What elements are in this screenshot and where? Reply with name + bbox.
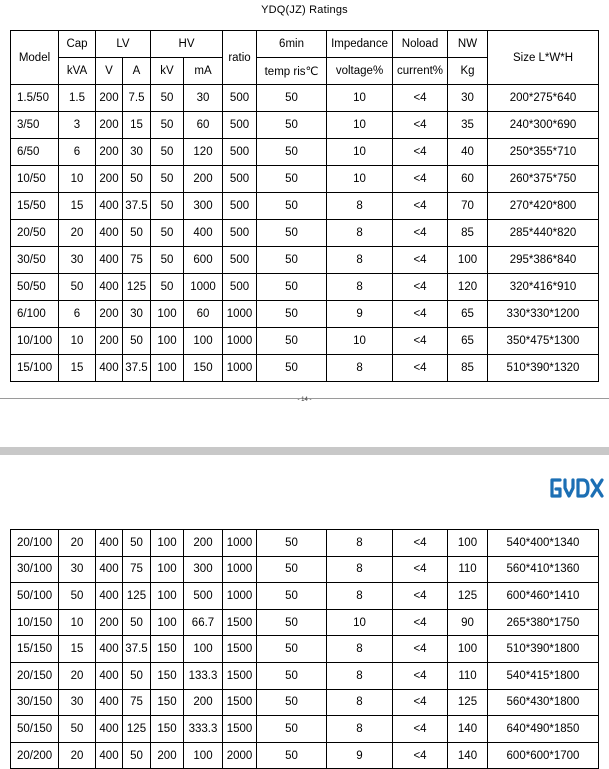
table-cell: 500 bbox=[223, 85, 257, 112]
table-cell: 10 bbox=[327, 328, 393, 355]
header-model: Model bbox=[11, 31, 59, 85]
table-cell: <4 bbox=[393, 139, 448, 166]
table-cell: 540*400*1340 bbox=[488, 530, 599, 557]
table-row bbox=[11, 85, 599, 112]
table-cell: 50 bbox=[257, 85, 327, 112]
table-cell: 560*430*1800 bbox=[488, 689, 599, 716]
table-cell: 75 bbox=[123, 247, 151, 274]
table-cell: 50 bbox=[123, 220, 151, 247]
table-cell: 50 bbox=[123, 530, 151, 557]
table-cell: 400 bbox=[96, 583, 123, 610]
table-cell: 1000 bbox=[184, 274, 223, 301]
table-top-body bbox=[11, 85, 599, 382]
table-cell: 540*415*1800 bbox=[488, 662, 599, 689]
table-cell: 30 bbox=[184, 85, 223, 112]
table-cell: 640*490*1850 bbox=[488, 716, 599, 743]
table-cell: 50 bbox=[257, 220, 327, 247]
table-cell: 6 bbox=[59, 139, 96, 166]
table-cell: 50 bbox=[257, 328, 327, 355]
table-cell: 125 bbox=[448, 689, 488, 716]
table-row bbox=[11, 530, 599, 557]
table-cell: 1000 bbox=[223, 328, 257, 355]
table-cell: 295*386*840 bbox=[488, 247, 599, 274]
table-cell: 50 bbox=[151, 193, 184, 220]
table-cell: 1500 bbox=[223, 636, 257, 663]
table-cell: 200 bbox=[184, 166, 223, 193]
table-cell: 1500 bbox=[223, 609, 257, 636]
table-row bbox=[11, 609, 599, 636]
table-cell: 560*410*1360 bbox=[488, 556, 599, 583]
table-cell: 400 bbox=[96, 662, 123, 689]
table-cell: 330*330*1200 bbox=[488, 301, 599, 328]
table-cell: 85 bbox=[448, 355, 488, 382]
table-cell: 200 bbox=[184, 689, 223, 716]
table-cell: 120 bbox=[448, 274, 488, 301]
table-cell: 150 bbox=[151, 662, 184, 689]
table-cell: 100 bbox=[151, 355, 184, 382]
table-cell: 250*355*710 bbox=[488, 139, 599, 166]
table-row bbox=[11, 636, 599, 663]
table-cell: 10 bbox=[59, 609, 96, 636]
table-cell: 50 bbox=[123, 609, 151, 636]
table-cell: 600*460*1410 bbox=[488, 583, 599, 610]
header-temp-line1: 6min bbox=[257, 31, 327, 58]
table-cell: 200 bbox=[184, 530, 223, 557]
header-impedance-line2: voltage% bbox=[327, 58, 393, 85]
table-cell: 50 bbox=[257, 355, 327, 382]
table-cell: 200 bbox=[151, 742, 184, 769]
table-cell: 50 bbox=[151, 166, 184, 193]
table-cell: 15 bbox=[59, 193, 96, 220]
page-number: - 14 - bbox=[297, 397, 312, 403]
table-cell: 600 bbox=[184, 247, 223, 274]
table-cell: 125 bbox=[123, 274, 151, 301]
table-cell: 50 bbox=[257, 274, 327, 301]
header-lv-a: A bbox=[123, 58, 151, 85]
table-cell: 20 bbox=[59, 742, 96, 769]
table-cell: 400 bbox=[184, 220, 223, 247]
table-row bbox=[11, 274, 599, 301]
table-cell: 50/50 bbox=[11, 274, 59, 301]
table-cell: 50 bbox=[59, 716, 96, 743]
table-cell: 400 bbox=[96, 247, 123, 274]
table-cell: 1.5/50 bbox=[11, 85, 59, 112]
table-cell: 50/100 bbox=[11, 583, 59, 610]
table-cell: 10 bbox=[327, 609, 393, 636]
table-cell: 90 bbox=[448, 609, 488, 636]
ratings-table-bottom bbox=[10, 529, 599, 769]
table-cell: 8 bbox=[327, 636, 393, 663]
table-cell: 50 bbox=[123, 742, 151, 769]
table-cell: 50 bbox=[151, 247, 184, 274]
table-cell: 60 bbox=[448, 166, 488, 193]
table-cell: 100 bbox=[151, 556, 184, 583]
table-cell: 65 bbox=[448, 328, 488, 355]
table-bottom-body bbox=[11, 530, 599, 769]
table-row bbox=[11, 193, 599, 220]
table-cell: 1500 bbox=[223, 662, 257, 689]
table-cell: 30/150 bbox=[11, 689, 59, 716]
table-cell: 500 bbox=[223, 193, 257, 220]
table-cell: 20 bbox=[59, 220, 96, 247]
table-cell: 50 bbox=[257, 166, 327, 193]
table-cell: 50 bbox=[123, 328, 151, 355]
table-cell: <4 bbox=[393, 689, 448, 716]
table-cell: 500 bbox=[223, 139, 257, 166]
table-cell: 20/150 bbox=[11, 662, 59, 689]
table-cell: 125 bbox=[123, 716, 151, 743]
table-cell: 15/100 bbox=[11, 355, 59, 382]
table-row bbox=[11, 328, 599, 355]
table-cell: 37.5 bbox=[123, 636, 151, 663]
table-cell: 110 bbox=[448, 662, 488, 689]
table-cell: 140 bbox=[448, 742, 488, 769]
table-cell: 200 bbox=[96, 112, 123, 139]
table-cell: 30 bbox=[59, 556, 96, 583]
header-hv-kv: kV bbox=[151, 58, 184, 85]
table-cell: 70 bbox=[448, 193, 488, 220]
header-noload-line1: Noload bbox=[393, 31, 448, 58]
table-cell: 10 bbox=[327, 166, 393, 193]
table-cell: 500 bbox=[184, 583, 223, 610]
table-cell: 8 bbox=[327, 716, 393, 743]
table-cell: 333.3 bbox=[184, 716, 223, 743]
table-cell: 60 bbox=[184, 301, 223, 328]
table-cell: 50 bbox=[151, 112, 184, 139]
table-cell: 30 bbox=[59, 247, 96, 274]
table-cell: 1500 bbox=[223, 689, 257, 716]
table-cell: <4 bbox=[393, 328, 448, 355]
table-row bbox=[11, 583, 599, 610]
header-ratio: ratio bbox=[223, 31, 257, 85]
table-cell: 20/100 bbox=[11, 530, 59, 557]
table-cell: 400 bbox=[96, 556, 123, 583]
table-cell: 125 bbox=[123, 583, 151, 610]
table-cell: 10 bbox=[327, 112, 393, 139]
table-cell: 1.5 bbox=[59, 85, 96, 112]
table-row bbox=[11, 301, 599, 328]
table-cell: <4 bbox=[393, 85, 448, 112]
table-cell: 400 bbox=[96, 742, 123, 769]
table-cell: 100 bbox=[151, 530, 184, 557]
table-cell: 15/50 bbox=[11, 193, 59, 220]
table-cell: 85 bbox=[448, 220, 488, 247]
table-cell: 75 bbox=[123, 689, 151, 716]
table-cell: 100 bbox=[151, 583, 184, 610]
company-logo-graphic bbox=[548, 474, 606, 502]
table-cell: <4 bbox=[393, 609, 448, 636]
table-cell: <4 bbox=[393, 355, 448, 382]
table-cell: 8 bbox=[327, 355, 393, 382]
table-cell: 9 bbox=[327, 742, 393, 769]
table-row bbox=[11, 556, 599, 583]
table-row bbox=[11, 716, 599, 743]
table-cell: 133.3 bbox=[184, 662, 223, 689]
table-cell: 40 bbox=[448, 139, 488, 166]
table-cell: 400 bbox=[96, 636, 123, 663]
table-cell: 8 bbox=[327, 220, 393, 247]
table-cell: 50 bbox=[59, 583, 96, 610]
table-cell: 65 bbox=[448, 301, 488, 328]
table-cell: 50 bbox=[257, 193, 327, 220]
table-cell: 400 bbox=[96, 220, 123, 247]
table-cell: 50 bbox=[123, 662, 151, 689]
table-cell: 37.5 bbox=[123, 355, 151, 382]
table-cell: 8 bbox=[327, 247, 393, 274]
table-cell: 35 bbox=[448, 112, 488, 139]
table-cell: 500 bbox=[223, 112, 257, 139]
table-cell: 1000 bbox=[223, 583, 257, 610]
table-cell: 8 bbox=[327, 530, 393, 557]
table-cell: 150 bbox=[151, 716, 184, 743]
table-cell: <4 bbox=[393, 301, 448, 328]
table-cell: 30 bbox=[448, 85, 488, 112]
table-cell: 200 bbox=[96, 139, 123, 166]
header-impedance-line1: Impedance bbox=[327, 31, 393, 58]
table-cell: 500 bbox=[223, 220, 257, 247]
table-cell: 50 bbox=[151, 220, 184, 247]
table-cell: 200 bbox=[96, 609, 123, 636]
table-cell: 500 bbox=[223, 274, 257, 301]
table-cell: 10 bbox=[327, 139, 393, 166]
table-cell: 8 bbox=[327, 689, 393, 716]
table-cell: 270*420*800 bbox=[488, 193, 599, 220]
table-cell: 100 bbox=[184, 328, 223, 355]
table-cell: 3 bbox=[59, 112, 96, 139]
table-cell: 1500 bbox=[223, 716, 257, 743]
table-cell: 10/100 bbox=[11, 328, 59, 355]
table-cell: <4 bbox=[393, 636, 448, 663]
table-cell: 1000 bbox=[223, 530, 257, 557]
table-cell: <4 bbox=[393, 220, 448, 247]
table-cell: <4 bbox=[393, 274, 448, 301]
table-cell: 50 bbox=[257, 301, 327, 328]
table-cell: 50 bbox=[257, 112, 327, 139]
table-cell: 50 bbox=[151, 274, 184, 301]
table-cell: 100 bbox=[448, 636, 488, 663]
table-cell: 265*380*1750 bbox=[488, 609, 599, 636]
table-cell: 50 bbox=[257, 716, 327, 743]
header-hv: HV bbox=[151, 31, 223, 58]
table-cell: 600*600*1700 bbox=[488, 742, 599, 769]
ratings-table-top bbox=[10, 30, 599, 382]
table-cell: 6 bbox=[59, 301, 96, 328]
table-cell: 50 bbox=[151, 85, 184, 112]
table-cell: 200 bbox=[96, 328, 123, 355]
table-cell: 6/100 bbox=[11, 301, 59, 328]
table-cell: 400 bbox=[96, 193, 123, 220]
table-cell: 200*275*640 bbox=[488, 85, 599, 112]
table-cell: 100 bbox=[151, 328, 184, 355]
table-cell: 20 bbox=[59, 662, 96, 689]
table-row bbox=[11, 166, 599, 193]
table-cell: 30/50 bbox=[11, 247, 59, 274]
table-cell: <4 bbox=[393, 556, 448, 583]
table-cell: 8 bbox=[327, 662, 393, 689]
page-gap bbox=[0, 447, 609, 455]
table-cell: 30/100 bbox=[11, 556, 59, 583]
table-cell: 15/150 bbox=[11, 636, 59, 663]
table-cell: 8 bbox=[327, 274, 393, 301]
table-cell: 10/150 bbox=[11, 609, 59, 636]
table-cell: 100 bbox=[151, 609, 184, 636]
table-cell: 150 bbox=[151, 689, 184, 716]
table-cell: 10/50 bbox=[11, 166, 59, 193]
table-cell: <4 bbox=[393, 530, 448, 557]
table-row bbox=[11, 220, 599, 247]
table-cell: 50/150 bbox=[11, 716, 59, 743]
table-row bbox=[11, 247, 599, 274]
table-cell: 200 bbox=[96, 85, 123, 112]
table-cell: 50 bbox=[257, 530, 327, 557]
page-title: YDQ(JZ) Ratings bbox=[261, 4, 348, 16]
table-cell: 7.5 bbox=[123, 85, 151, 112]
table-cell: 510*390*1320 bbox=[488, 355, 599, 382]
table-cell: 15 bbox=[123, 112, 151, 139]
table-cell: 350*475*1300 bbox=[488, 328, 599, 355]
table-cell: 37.5 bbox=[123, 193, 151, 220]
table-cell: <4 bbox=[393, 193, 448, 220]
table-cell: 500 bbox=[223, 166, 257, 193]
header-nw-unit: Kg bbox=[448, 58, 488, 85]
table-cell: <4 bbox=[393, 716, 448, 743]
table-cell: 50 bbox=[257, 689, 327, 716]
company-logo bbox=[548, 474, 606, 502]
table-cell: 510*390*1800 bbox=[488, 636, 599, 663]
table-cell: 150 bbox=[151, 636, 184, 663]
table-row bbox=[11, 355, 599, 382]
table-cell: 500 bbox=[223, 247, 257, 274]
table-cell: 6/50 bbox=[11, 139, 59, 166]
header-noload-line2: current% bbox=[393, 58, 448, 85]
table-cell: 120 bbox=[184, 139, 223, 166]
table-row bbox=[11, 112, 599, 139]
table-cell: 320*416*910 bbox=[488, 274, 599, 301]
table-cell: 125 bbox=[448, 583, 488, 610]
table-cell: 20 bbox=[59, 530, 96, 557]
table-cell: <4 bbox=[393, 247, 448, 274]
table-cell: 285*440*820 bbox=[488, 220, 599, 247]
table-cell: 15 bbox=[59, 355, 96, 382]
table-cell: 20/200 bbox=[11, 742, 59, 769]
table-cell: 400 bbox=[96, 355, 123, 382]
table-cell: 10 bbox=[327, 85, 393, 112]
table-cell: 9 bbox=[327, 301, 393, 328]
table-cell: 50 bbox=[257, 742, 327, 769]
table-cell: 100 bbox=[448, 247, 488, 274]
header-cap-unit: kVA bbox=[59, 58, 96, 85]
table-cell: 30 bbox=[59, 689, 96, 716]
table-cell: 50 bbox=[257, 609, 327, 636]
table-cell: 200 bbox=[96, 301, 123, 328]
table-cell: 10 bbox=[59, 328, 96, 355]
table-cell: 150 bbox=[184, 355, 223, 382]
table-cell: 50 bbox=[257, 247, 327, 274]
table-cell: 30 bbox=[123, 301, 151, 328]
table-cell: 60 bbox=[184, 112, 223, 139]
table-cell: 75 bbox=[123, 556, 151, 583]
table-cell: 8 bbox=[327, 583, 393, 610]
table-cell: 1000 bbox=[223, 355, 257, 382]
table-cell: 240*300*690 bbox=[488, 112, 599, 139]
header-cap: Cap bbox=[59, 31, 96, 58]
table-cell: 1000 bbox=[223, 556, 257, 583]
table-cell: 3/50 bbox=[11, 112, 59, 139]
table-cell: 50 bbox=[257, 583, 327, 610]
table-cell: 10 bbox=[59, 166, 96, 193]
header-hv-ma: mA bbox=[184, 58, 223, 85]
table-cell: 260*375*750 bbox=[488, 166, 599, 193]
table-cell: 100 bbox=[448, 530, 488, 557]
table-cell: 66.7 bbox=[184, 609, 223, 636]
table-cell: <4 bbox=[393, 742, 448, 769]
table-cell: 400 bbox=[96, 530, 123, 557]
table-cell: 100 bbox=[184, 742, 223, 769]
table-cell: 50 bbox=[257, 139, 327, 166]
table-cell: <4 bbox=[393, 112, 448, 139]
table-cell: 400 bbox=[96, 689, 123, 716]
table-cell: 400 bbox=[96, 716, 123, 743]
header-lv-v: V bbox=[96, 58, 123, 85]
header-size: Size L*W*H bbox=[488, 31, 599, 85]
table-cell: 8 bbox=[327, 193, 393, 220]
table-cell: 50 bbox=[257, 662, 327, 689]
table-cell: 15 bbox=[59, 636, 96, 663]
table-cell: 300 bbox=[184, 556, 223, 583]
table-row bbox=[11, 662, 599, 689]
table-cell: 110 bbox=[448, 556, 488, 583]
table-cell: 1000 bbox=[223, 301, 257, 328]
table-cell: <4 bbox=[393, 166, 448, 193]
table-row bbox=[11, 689, 599, 716]
table-cell: 8 bbox=[327, 556, 393, 583]
header-row-1 bbox=[11, 31, 599, 58]
table-cell: <4 bbox=[393, 583, 448, 610]
table-cell: 100 bbox=[184, 636, 223, 663]
table-cell: 50 bbox=[257, 556, 327, 583]
table-cell: 200 bbox=[96, 166, 123, 193]
table-cell: 20/50 bbox=[11, 220, 59, 247]
table-cell: 50 bbox=[257, 636, 327, 663]
header-nw: NW bbox=[448, 31, 488, 58]
table-cell: 2000 bbox=[223, 742, 257, 769]
table-cell: 50 bbox=[123, 166, 151, 193]
table-cell: 100 bbox=[151, 301, 184, 328]
table-row bbox=[11, 139, 599, 166]
header-temp-line2: temp ris℃ bbox=[257, 58, 327, 85]
table-cell: 400 bbox=[96, 274, 123, 301]
table-cell: 50 bbox=[59, 274, 96, 301]
table-cell: 300 bbox=[184, 193, 223, 220]
table-cell: 140 bbox=[448, 716, 488, 743]
table-cell: 30 bbox=[123, 139, 151, 166]
table-cell: 50 bbox=[151, 139, 184, 166]
table-cell: <4 bbox=[393, 662, 448, 689]
header-lv: LV bbox=[96, 31, 151, 58]
